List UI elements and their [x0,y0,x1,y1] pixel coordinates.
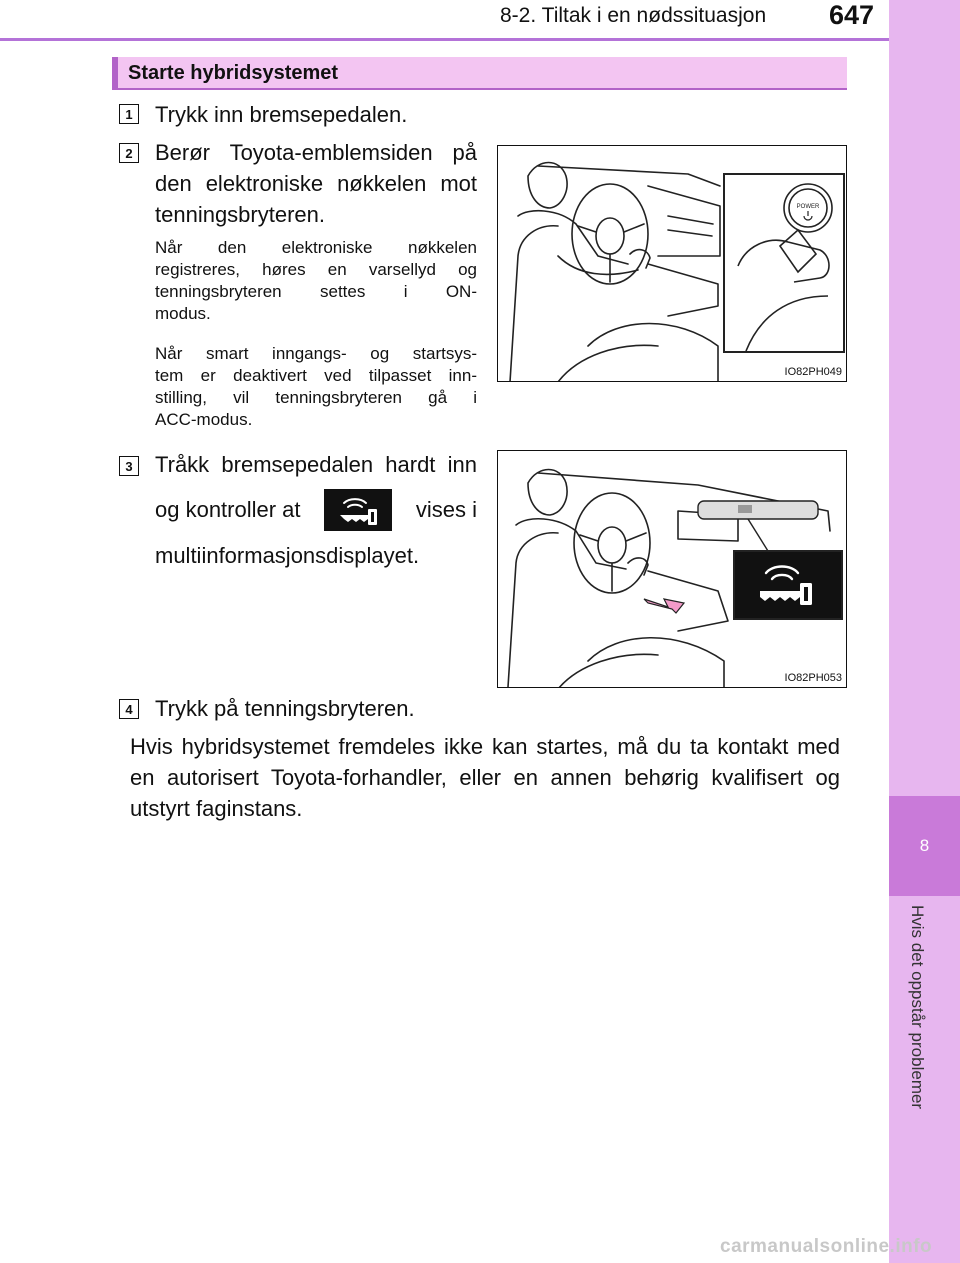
section-title: Starte hybridsystemet [128,62,339,84]
header-section-title: 8-2. Tiltak i en nødssituasjon [500,4,767,27]
step-3-line: Tråkk bremsepedalen hardt inn [155,452,477,477]
step-2-note-1 [155,237,477,325]
chapter-title-container [897,905,937,1145]
note-line: tenningsbryteren settes i ON- [155,282,477,301]
page-number: 647 [829,0,875,30]
step-1-text: Trykk inn bremsepedalen. [155,102,408,127]
section-header [112,57,847,90]
step-number-1: 1 [119,104,139,124]
step-3-after-icon: vises i [415,497,477,522]
step-3-before-icon: og kontroller at [155,497,301,522]
step-3-line: multiinformasjonsdisplayet. [155,543,420,568]
closing-line: en autorisert Toyota-forhandler, eller en annen behørig kvalifisert og [130,765,840,790]
step-number-4: 4 [119,699,139,719]
step-2-line: Berør Toyota-emblemsiden på [155,140,477,165]
chapter-title: Hvis det oppstår problemer [908,905,927,1110]
step-2-text [155,137,477,230]
note-line: registreres, høres en varsellyd og [155,260,477,279]
note-line: stilling, vil tenningsbryteren gå i [155,388,477,407]
note-line: ACC-modus. [155,410,253,429]
figure-ignition-key [497,145,847,382]
step-number-3: 3 [119,456,139,476]
step-2-line: tenningsbryteren. [155,202,325,227]
step-4-text: Trykk på tenningsbryteren. [155,696,415,721]
arrow-icon [644,599,684,613]
chapter-side-tab[interactable] [889,0,960,1263]
closing-paragraph [130,731,840,824]
dashboard-display-illustration [498,451,847,688]
header-rule [0,38,889,41]
note-line: modus. [155,304,211,323]
figure-code: IO82PH049 [784,366,842,378]
closing-line: Hvis hybridsystemet fremdeles ikke kan startes, må du ta kontakt med [130,734,840,759]
figure-code: IO82PH053 [784,672,842,684]
step-2-line: den elektroniske nøkkelen mot [155,171,477,196]
chapter-number: 8 [889,796,960,896]
step-3-text [155,449,477,571]
step-number-2: 2 [119,143,139,163]
step-2-note-2 [155,343,477,431]
figure-multi-info-display [497,450,847,688]
note-line: tem er deaktivert ved tilpasset inn- [155,366,477,385]
note-line: Når den elektroniske nøkkelen [155,238,477,257]
power-button-label: POWER [796,204,820,210]
step-3-line [155,484,477,536]
key-indicator-icon [324,489,392,531]
note-line: Når smart inngangs- og startsys- [155,344,477,363]
watermark: carmanualsonline.info [720,1236,933,1257]
closing-line: utstyrt faginstans. [130,796,303,821]
driver-dashboard-illustration [498,146,847,382]
